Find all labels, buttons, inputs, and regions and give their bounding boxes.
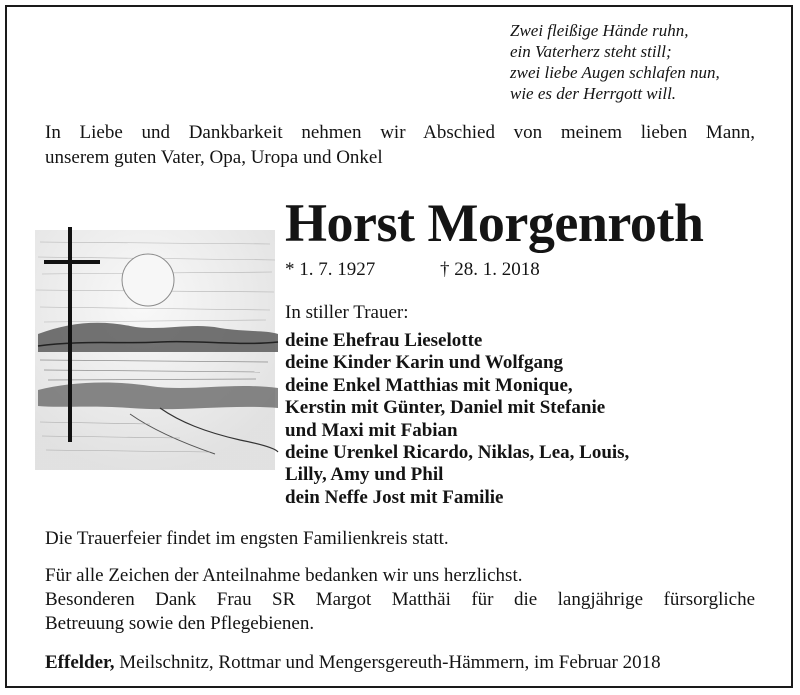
funeral-note: Die Trauerfeier findet im engsten Familienkreis statt. (45, 528, 449, 549)
death-date: † 28. 1. 2018 (440, 259, 540, 280)
poem-line: ein Vaterherz steht still; (510, 42, 672, 61)
mourner-line: deine Urenkel Ricardo, Niklas, Lea, Louis, (285, 442, 630, 464)
place-main: Effelder, (45, 652, 115, 673)
thanks-line: Besonderen Dank Frau SR Margot Matthäi für die langjährige fürsorgliche (45, 589, 755, 610)
mourner-line: und Maxi mit Fabian (285, 419, 458, 441)
poem (510, 20, 780, 104)
mourners-label: In stiller Trauer: (285, 302, 409, 323)
place-date-line (45, 651, 755, 675)
birth-date: * 1. 7. 1927 (285, 259, 376, 280)
poem-line: Zwei fleißige Hände ruhn, (510, 21, 689, 40)
thanks-paragraph (45, 564, 755, 636)
deceased-name: Horst Morgenroth (285, 193, 704, 253)
mourner-line: deine Kinder Karin und Wolfgang (285, 352, 564, 374)
life-dates (285, 258, 540, 282)
cross-landscape-illustration (30, 222, 280, 472)
thanks-line: Betreuung sowie den Pflegebienen. (45, 613, 315, 634)
intro-text (45, 120, 755, 170)
intro-line: unserem guten Vater, Opa, Uropa und Onkel (45, 147, 383, 168)
mourner-line: deine Enkel Matthias mit Monique, (285, 374, 573, 396)
mourner-line: deine Ehefrau Lieselotte (285, 330, 483, 351)
mourner-line: Kerstin mit Günter, Daniel mit Stefanie (285, 397, 606, 419)
intro-line: In Liebe und Dankbarkeit nehmen wir Abschied von meinem lieben Mann, (45, 122, 755, 143)
sun-icon (122, 254, 174, 306)
thanks-line: Für alle Zeichen der Anteilnahme bedanken wir uns herzlichst. (45, 565, 523, 586)
mourners-list (285, 330, 629, 509)
mourner-line: Lilly, Amy und Phil (285, 464, 444, 486)
place-rest: Meilschnitz, Rottmar und Mengersgereuth-Hämmern, im Februar 2018 (114, 652, 661, 673)
poem-line: wie es der Herrgott will. (510, 84, 677, 103)
poem-line: zwei liebe Augen schlafen nun, (510, 63, 720, 82)
mourner-line: dein Neffe Jost mit Familie (285, 486, 504, 508)
